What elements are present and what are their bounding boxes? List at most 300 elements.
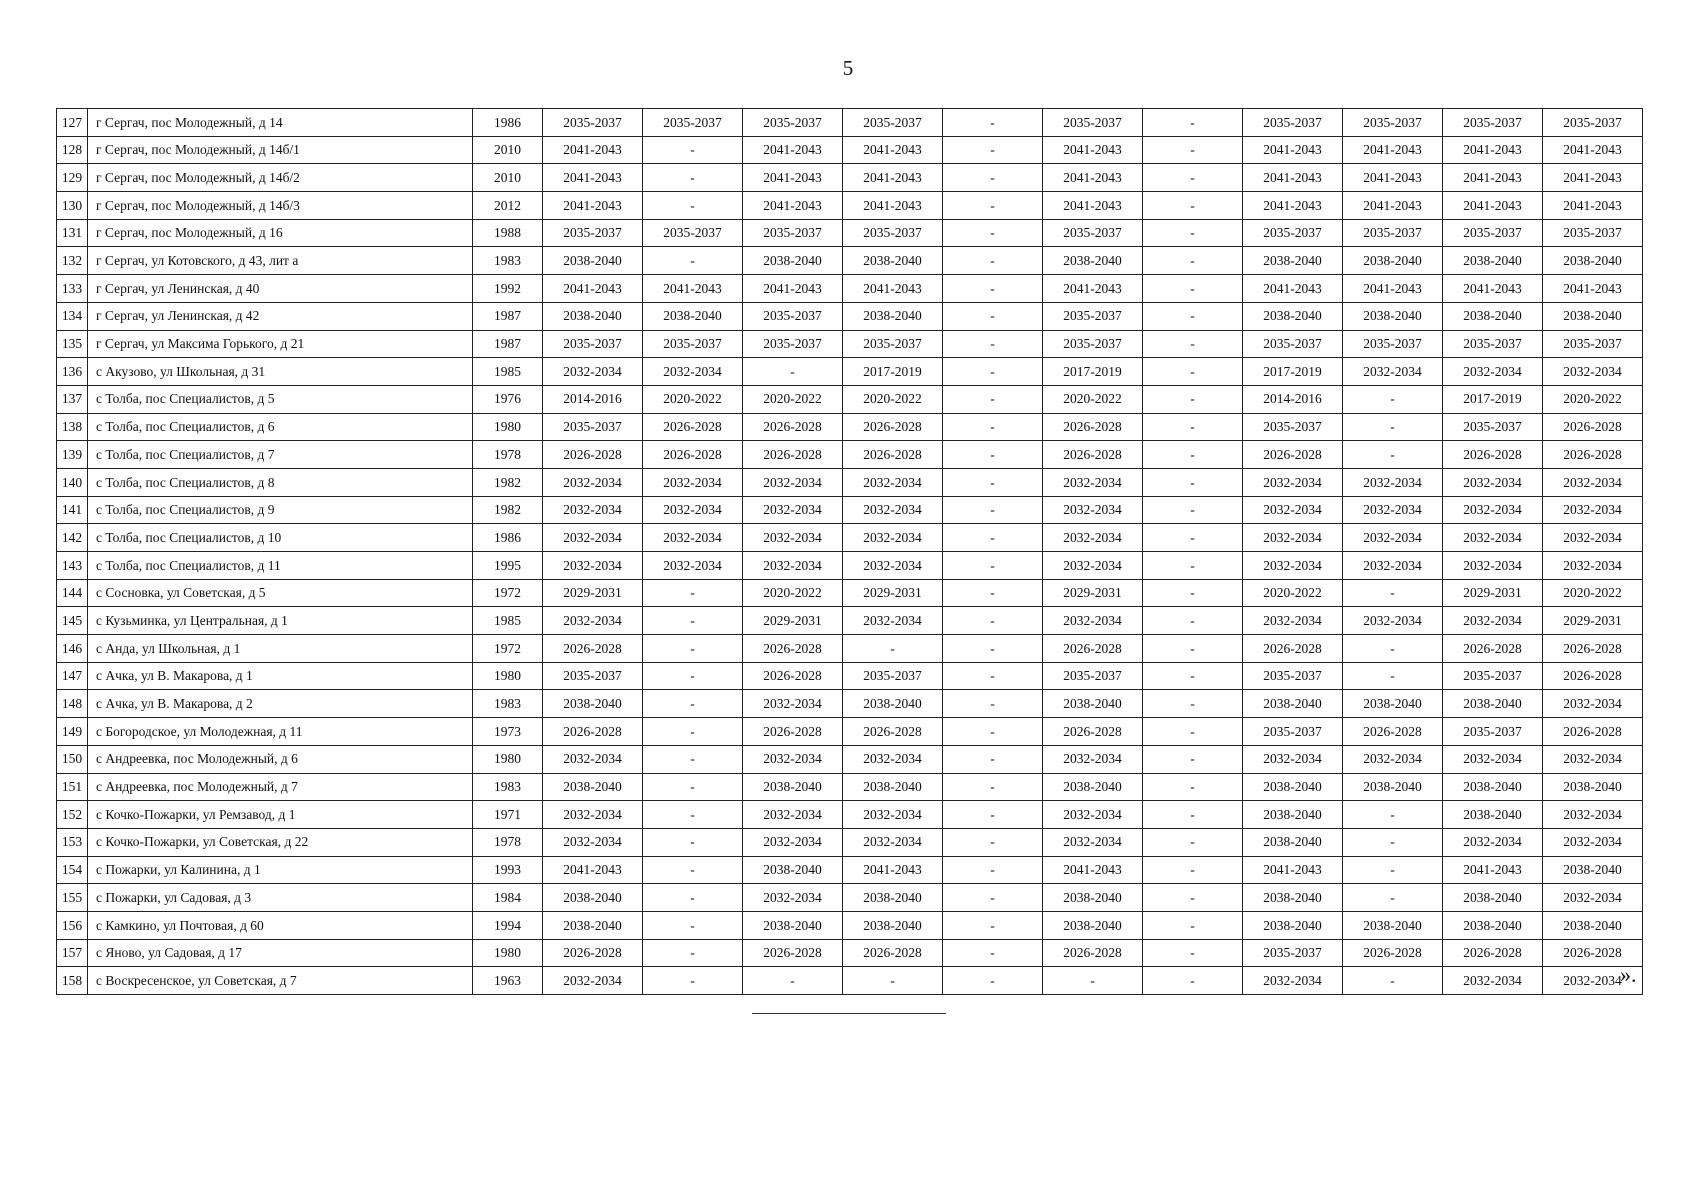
period-cell-9: - <box>1343 635 1443 663</box>
period-cell-10: 2032-2034 <box>1443 607 1543 635</box>
period-cell-9: 2032-2034 <box>1343 358 1443 386</box>
period-cell-7: - <box>1143 801 1243 829</box>
period-cell-1: 2032-2034 <box>543 967 643 995</box>
period-cell-7: - <box>1143 607 1243 635</box>
period-cell-6: 2026-2028 <box>1043 718 1143 746</box>
period-cell-6: 2026-2028 <box>1043 939 1143 967</box>
period-cell-1: 2032-2034 <box>543 607 643 635</box>
address-cell: с Толба, пос Специалистов, д 11 <box>88 552 473 580</box>
period-cell-5: - <box>943 358 1043 386</box>
period-cell-9: 2038-2040 <box>1343 911 1443 939</box>
period-cell-4: 2038-2040 <box>843 884 943 912</box>
period-cell-10: 2041-2043 <box>1443 275 1543 303</box>
period-cell-8: 2026-2028 <box>1243 635 1343 663</box>
period-cell-2: - <box>643 136 743 164</box>
period-cell-7: - <box>1143 358 1243 386</box>
period-cell-8: 2035-2037 <box>1243 330 1343 358</box>
period-cell-8: 2041-2043 <box>1243 856 1343 884</box>
table-row <box>57 441 1643 469</box>
period-cell-5: - <box>943 579 1043 607</box>
period-cell-11: 2032-2034 <box>1543 468 1643 496</box>
period-cell-3: - <box>743 358 843 386</box>
period-cell-1: 2041-2043 <box>543 275 643 303</box>
period-cell-9: 2038-2040 <box>1343 773 1443 801</box>
period-cell-9: 2032-2034 <box>1343 745 1443 773</box>
period-cell-4: 2041-2043 <box>843 136 943 164</box>
period-cell-2: - <box>643 773 743 801</box>
period-cell-2: 2035-2037 <box>643 109 743 137</box>
period-cell-5: - <box>943 690 1043 718</box>
period-cell-1: 2041-2043 <box>543 856 643 884</box>
period-cell-3: 2020-2022 <box>743 579 843 607</box>
period-cell-5: - <box>943 192 1043 220</box>
period-cell-4: - <box>843 967 943 995</box>
address-cell: с Толба, пос Специалистов, д 6 <box>88 413 473 441</box>
period-cell-2: - <box>643 662 743 690</box>
period-cell-1: 2026-2028 <box>543 718 643 746</box>
period-cell-2: 2032-2034 <box>643 468 743 496</box>
period-cell-6: 2035-2037 <box>1043 330 1143 358</box>
period-cell-5: - <box>943 939 1043 967</box>
period-cell-3: 2041-2043 <box>743 275 843 303</box>
period-cell-4: 2029-2031 <box>843 579 943 607</box>
period-cell-4: 2035-2037 <box>843 330 943 358</box>
period-cell-6: 2035-2037 <box>1043 302 1143 330</box>
period-cell-8: 2035-2037 <box>1243 413 1343 441</box>
period-cell-9: 2038-2040 <box>1343 247 1443 275</box>
year-built-cell: 1978 <box>473 441 543 469</box>
period-cell-9: 2041-2043 <box>1343 136 1443 164</box>
period-cell-4: 2035-2037 <box>843 219 943 247</box>
period-cell-10: 2041-2043 <box>1443 192 1543 220</box>
table-row <box>57 109 1643 137</box>
period-cell-3: 2041-2043 <box>743 164 843 192</box>
period-cell-1: 2032-2034 <box>543 496 643 524</box>
period-cell-11: 2032-2034 <box>1543 524 1643 552</box>
period-cell-2: - <box>643 718 743 746</box>
table-row <box>57 302 1643 330</box>
period-cell-5: - <box>943 413 1043 441</box>
period-cell-3: 2038-2040 <box>743 911 843 939</box>
period-cell-4: 2041-2043 <box>843 275 943 303</box>
period-cell-7: - <box>1143 579 1243 607</box>
period-cell-6: 2017-2019 <box>1043 358 1143 386</box>
period-cell-10: 2032-2034 <box>1443 496 1543 524</box>
period-cell-9: 2032-2034 <box>1343 524 1443 552</box>
period-cell-8: 2014-2016 <box>1243 385 1343 413</box>
period-cell-2: 2026-2028 <box>643 441 743 469</box>
year-built-cell: 1994 <box>473 911 543 939</box>
period-cell-10: 2038-2040 <box>1443 302 1543 330</box>
period-cell-2: 2038-2040 <box>643 302 743 330</box>
page-number: 5 <box>842 56 854 80</box>
period-cell-4: 2026-2028 <box>843 413 943 441</box>
period-cell-1: 2035-2037 <box>543 109 643 137</box>
address-cell: с Толба, пос Специалистов, д 7 <box>88 441 473 469</box>
table-row <box>57 773 1643 801</box>
period-cell-3: 2035-2037 <box>743 109 843 137</box>
row-number-cell: 138 <box>57 413 88 441</box>
table-row <box>57 856 1643 884</box>
table-row <box>57 579 1643 607</box>
period-cell-4: 2038-2040 <box>843 690 943 718</box>
period-cell-8: 2032-2034 <box>1243 967 1343 995</box>
period-cell-10: 2041-2043 <box>1443 164 1543 192</box>
row-number-cell: 156 <box>57 911 88 939</box>
period-cell-7: - <box>1143 164 1243 192</box>
period-cell-11: 2026-2028 <box>1543 718 1643 746</box>
period-cell-3: 2032-2034 <box>743 524 843 552</box>
period-cell-6: 2026-2028 <box>1043 635 1143 663</box>
row-number-cell: 130 <box>57 192 88 220</box>
period-cell-3: 2038-2040 <box>743 773 843 801</box>
period-cell-3: 2026-2028 <box>743 662 843 690</box>
period-cell-1: 2014-2016 <box>543 385 643 413</box>
row-number-cell: 131 <box>57 219 88 247</box>
period-cell-1: 2038-2040 <box>543 773 643 801</box>
period-cell-6: 2032-2034 <box>1043 607 1143 635</box>
period-cell-8: 2026-2028 <box>1243 441 1343 469</box>
year-built-cell: 1980 <box>473 413 543 441</box>
row-number-cell: 127 <box>57 109 88 137</box>
row-number-cell: 143 <box>57 552 88 580</box>
period-cell-10: 2038-2040 <box>1443 801 1543 829</box>
period-cell-4: - <box>843 635 943 663</box>
period-cell-5: - <box>943 967 1043 995</box>
period-cell-11: 2032-2034 <box>1543 884 1643 912</box>
period-cell-6: 2041-2043 <box>1043 192 1143 220</box>
period-cell-10: 2032-2034 <box>1443 745 1543 773</box>
year-built-cell: 1992 <box>473 275 543 303</box>
row-number-cell: 133 <box>57 275 88 303</box>
row-number-cell: 136 <box>57 358 88 386</box>
period-cell-5: - <box>943 745 1043 773</box>
row-number-cell: 154 <box>57 856 88 884</box>
period-cell-5: - <box>943 247 1043 275</box>
row-number-cell: 152 <box>57 801 88 829</box>
period-cell-5: - <box>943 275 1043 303</box>
table-row <box>57 607 1643 635</box>
address-cell: г Сергач, пос Молодежный, д 14 <box>88 109 473 137</box>
period-cell-6: 2032-2034 <box>1043 496 1143 524</box>
period-cell-5: - <box>943 219 1043 247</box>
period-cell-6: 2038-2040 <box>1043 247 1143 275</box>
year-built-cell: 1980 <box>473 745 543 773</box>
period-cell-10: 2041-2043 <box>1443 856 1543 884</box>
period-cell-3: 2032-2034 <box>743 801 843 829</box>
period-cell-5: - <box>943 441 1043 469</box>
repair-schedule-table <box>56 108 1643 995</box>
address-cell: с Пожарки, ул Калинина, д 1 <box>88 856 473 884</box>
period-cell-7: - <box>1143 192 1243 220</box>
period-cell-11: 2041-2043 <box>1543 136 1643 164</box>
row-number-cell: 151 <box>57 773 88 801</box>
period-cell-8: 2017-2019 <box>1243 358 1343 386</box>
year-built-cell: 1983 <box>473 247 543 275</box>
table-row <box>57 745 1643 773</box>
period-cell-1: 2032-2034 <box>543 358 643 386</box>
period-cell-8: 2041-2043 <box>1243 164 1343 192</box>
period-cell-6: 2026-2028 <box>1043 441 1143 469</box>
period-cell-9: 2026-2028 <box>1343 939 1443 967</box>
table-row <box>57 385 1643 413</box>
period-cell-4: 2026-2028 <box>843 441 943 469</box>
table-row <box>57 967 1643 995</box>
period-cell-5: - <box>943 828 1043 856</box>
period-cell-9: 2035-2037 <box>1343 109 1443 137</box>
table-row <box>57 662 1643 690</box>
period-cell-10: 2038-2040 <box>1443 884 1543 912</box>
period-cell-2: - <box>643 884 743 912</box>
table-row <box>57 801 1643 829</box>
period-cell-8: 2032-2034 <box>1243 552 1343 580</box>
table-row <box>57 690 1643 718</box>
period-cell-9: 2038-2040 <box>1343 302 1443 330</box>
period-cell-10: 2038-2040 <box>1443 911 1543 939</box>
row-number-cell: 128 <box>57 136 88 164</box>
period-cell-1: 2026-2028 <box>543 441 643 469</box>
period-cell-7: - <box>1143 136 1243 164</box>
row-number-cell: 137 <box>57 385 88 413</box>
period-cell-4: 2032-2034 <box>843 828 943 856</box>
period-cell-3: 2029-2031 <box>743 607 843 635</box>
row-number-cell: 140 <box>57 468 88 496</box>
period-cell-11: 2041-2043 <box>1543 275 1643 303</box>
period-cell-3: 2035-2037 <box>743 302 843 330</box>
period-cell-11: 2038-2040 <box>1543 302 1643 330</box>
row-number-cell: 134 <box>57 302 88 330</box>
year-built-cell: 1976 <box>473 385 543 413</box>
period-cell-11: 2026-2028 <box>1543 441 1643 469</box>
period-cell-11: 2038-2040 <box>1543 773 1643 801</box>
period-cell-8: 2035-2037 <box>1243 939 1343 967</box>
period-cell-2: 2032-2034 <box>643 358 743 386</box>
period-cell-11: 2032-2034 <box>1543 552 1643 580</box>
period-cell-3: 2026-2028 <box>743 939 843 967</box>
year-built-cell: 1982 <box>473 468 543 496</box>
period-cell-1: 2041-2043 <box>543 136 643 164</box>
period-cell-2: - <box>643 635 743 663</box>
period-cell-1: 2035-2037 <box>543 219 643 247</box>
period-cell-6: 2032-2034 <box>1043 524 1143 552</box>
address-cell: с Толба, пос Специалистов, д 9 <box>88 496 473 524</box>
table-row <box>57 275 1643 303</box>
period-cell-9: - <box>1343 385 1443 413</box>
year-built-cell: 1980 <box>473 662 543 690</box>
row-number-cell: 145 <box>57 607 88 635</box>
period-cell-5: - <box>943 164 1043 192</box>
period-cell-9: - <box>1343 828 1443 856</box>
period-cell-10: 2032-2034 <box>1443 967 1543 995</box>
period-cell-4: 2032-2034 <box>843 801 943 829</box>
address-cell: с Андреевка, пос Молодежный, д 6 <box>88 745 473 773</box>
period-cell-4: 2032-2034 <box>843 745 943 773</box>
period-cell-5: - <box>943 856 1043 884</box>
period-cell-8: 2020-2022 <box>1243 579 1343 607</box>
address-cell: г Сергач, пос Молодежный, д 16 <box>88 219 473 247</box>
table-row <box>57 552 1643 580</box>
address-cell: г Сергач, пос Молодежный, д 14б/2 <box>88 164 473 192</box>
year-built-cell: 1995 <box>473 552 543 580</box>
period-cell-5: - <box>943 662 1043 690</box>
period-cell-6: 2032-2034 <box>1043 552 1143 580</box>
address-cell: с Толба, пос Специалистов, д 10 <box>88 524 473 552</box>
year-built-cell: 1963 <box>473 967 543 995</box>
period-cell-4: 2041-2043 <box>843 856 943 884</box>
period-cell-4: 2032-2034 <box>843 607 943 635</box>
period-cell-11: 2020-2022 <box>1543 579 1643 607</box>
table-row <box>57 247 1643 275</box>
period-cell-2: - <box>643 745 743 773</box>
period-cell-6: 2032-2034 <box>1043 745 1143 773</box>
year-built-cell: 1986 <box>473 109 543 137</box>
period-cell-6: 2020-2022 <box>1043 385 1143 413</box>
period-cell-7: - <box>1143 690 1243 718</box>
period-cell-3: 2032-2034 <box>743 552 843 580</box>
period-cell-6: 2041-2043 <box>1043 856 1143 884</box>
period-cell-11: 2038-2040 <box>1543 856 1643 884</box>
year-built-cell: 1985 <box>473 358 543 386</box>
period-cell-9: - <box>1343 967 1443 995</box>
period-cell-2: - <box>643 801 743 829</box>
period-cell-6: 2032-2034 <box>1043 801 1143 829</box>
period-cell-1: 2032-2034 <box>543 745 643 773</box>
period-cell-9: 2026-2028 <box>1343 718 1443 746</box>
period-cell-5: - <box>943 109 1043 137</box>
year-built-cell: 1987 <box>473 302 543 330</box>
period-cell-11: 2038-2040 <box>1543 911 1643 939</box>
period-cell-3: 2038-2040 <box>743 247 843 275</box>
period-cell-10: 2026-2028 <box>1443 939 1543 967</box>
period-cell-4: 2026-2028 <box>843 718 943 746</box>
row-number-cell: 142 <box>57 524 88 552</box>
table-body <box>57 109 1643 995</box>
period-cell-7: - <box>1143 745 1243 773</box>
address-cell: с Сосновка, ул Советская, д 5 <box>88 579 473 607</box>
address-cell: с Яново, ул Садовая, д 17 <box>88 939 473 967</box>
period-cell-8: 2038-2040 <box>1243 828 1343 856</box>
period-cell-1: 2029-2031 <box>543 579 643 607</box>
table-row <box>57 358 1643 386</box>
row-number-cell: 150 <box>57 745 88 773</box>
period-cell-11: 2035-2037 <box>1543 219 1643 247</box>
period-cell-6: 2026-2028 <box>1043 413 1143 441</box>
table-row <box>57 718 1643 746</box>
period-cell-7: - <box>1143 468 1243 496</box>
year-built-cell: 1980 <box>473 939 543 967</box>
period-cell-2: - <box>643 967 743 995</box>
period-cell-2: - <box>643 856 743 884</box>
period-cell-10: 2035-2037 <box>1443 662 1543 690</box>
table-row <box>57 413 1643 441</box>
period-cell-7: - <box>1143 330 1243 358</box>
address-cell: с Воскресенское, ул Советская, д 7 <box>88 967 473 995</box>
year-built-cell: 1986 <box>473 524 543 552</box>
period-cell-1: 2038-2040 <box>543 884 643 912</box>
period-cell-1: 2032-2034 <box>543 801 643 829</box>
address-cell: г Сергач, пос Молодежный, д 14б/3 <box>88 192 473 220</box>
period-cell-7: - <box>1143 109 1243 137</box>
period-cell-11: 2026-2028 <box>1543 635 1643 663</box>
address-cell: с Богородское, ул Молодежная, д 11 <box>88 718 473 746</box>
period-cell-5: - <box>943 552 1043 580</box>
year-built-cell: 1972 <box>473 635 543 663</box>
period-cell-3: 2026-2028 <box>743 635 843 663</box>
period-cell-6: - <box>1043 967 1143 995</box>
period-cell-10: 2041-2043 <box>1443 136 1543 164</box>
period-cell-5: - <box>943 911 1043 939</box>
period-cell-11: 2026-2028 <box>1543 662 1643 690</box>
year-built-cell: 1985 <box>473 607 543 635</box>
year-built-cell: 2010 <box>473 164 543 192</box>
period-cell-1: 2041-2043 <box>543 164 643 192</box>
period-cell-2: 2020-2022 <box>643 385 743 413</box>
period-cell-3: 2041-2043 <box>743 136 843 164</box>
period-cell-7: - <box>1143 828 1243 856</box>
period-cell-8: 2038-2040 <box>1243 690 1343 718</box>
closing-quote-mark: ». <box>1620 962 1637 987</box>
period-cell-7: - <box>1143 275 1243 303</box>
period-cell-3: 2026-2028 <box>743 413 843 441</box>
period-cell-3: 2035-2037 <box>743 330 843 358</box>
period-cell-9: - <box>1343 413 1443 441</box>
period-cell-4: 2041-2043 <box>843 192 943 220</box>
period-cell-4: 2041-2043 <box>843 164 943 192</box>
period-cell-8: 2035-2037 <box>1243 718 1343 746</box>
period-cell-9: - <box>1343 441 1443 469</box>
period-cell-11: 2032-2034 <box>1543 358 1643 386</box>
period-cell-8: 2032-2034 <box>1243 745 1343 773</box>
period-cell-5: - <box>943 136 1043 164</box>
period-cell-2: - <box>643 579 743 607</box>
period-cell-7: - <box>1143 939 1243 967</box>
period-cell-3: 2038-2040 <box>743 856 843 884</box>
table-row <box>57 136 1643 164</box>
period-cell-6: 2035-2037 <box>1043 109 1143 137</box>
period-cell-7: - <box>1143 662 1243 690</box>
period-cell-8: 2038-2040 <box>1243 801 1343 829</box>
period-cell-1: 2035-2037 <box>543 662 643 690</box>
period-cell-3: 2026-2028 <box>743 441 843 469</box>
period-cell-10: 2032-2034 <box>1443 358 1543 386</box>
period-cell-4: 2017-2019 <box>843 358 943 386</box>
period-cell-5: - <box>943 496 1043 524</box>
period-cell-4: 2038-2040 <box>843 911 943 939</box>
period-cell-6: 2038-2040 <box>1043 884 1143 912</box>
footer-separator-line <box>752 1013 946 1014</box>
row-number-cell: 135 <box>57 330 88 358</box>
period-cell-5: - <box>943 607 1043 635</box>
period-cell-11: 2032-2034 <box>1543 967 1643 995</box>
period-cell-2: 2032-2034 <box>643 524 743 552</box>
period-cell-9: 2032-2034 <box>1343 468 1443 496</box>
period-cell-3: 2032-2034 <box>743 690 843 718</box>
period-cell-7: - <box>1143 911 1243 939</box>
period-cell-2: - <box>643 192 743 220</box>
period-cell-4: 2026-2028 <box>843 939 943 967</box>
period-cell-1: 2032-2034 <box>543 552 643 580</box>
period-cell-9: - <box>1343 856 1443 884</box>
period-cell-6: 2038-2040 <box>1043 773 1143 801</box>
period-cell-7: - <box>1143 524 1243 552</box>
period-cell-10: 2038-2040 <box>1443 690 1543 718</box>
period-cell-2: - <box>643 247 743 275</box>
address-cell: с Ачка, ул В. Макарова, д 2 <box>88 690 473 718</box>
period-cell-7: - <box>1143 884 1243 912</box>
period-cell-6: 2038-2040 <box>1043 911 1143 939</box>
row-number-cell: 129 <box>57 164 88 192</box>
row-number-cell: 149 <box>57 718 88 746</box>
